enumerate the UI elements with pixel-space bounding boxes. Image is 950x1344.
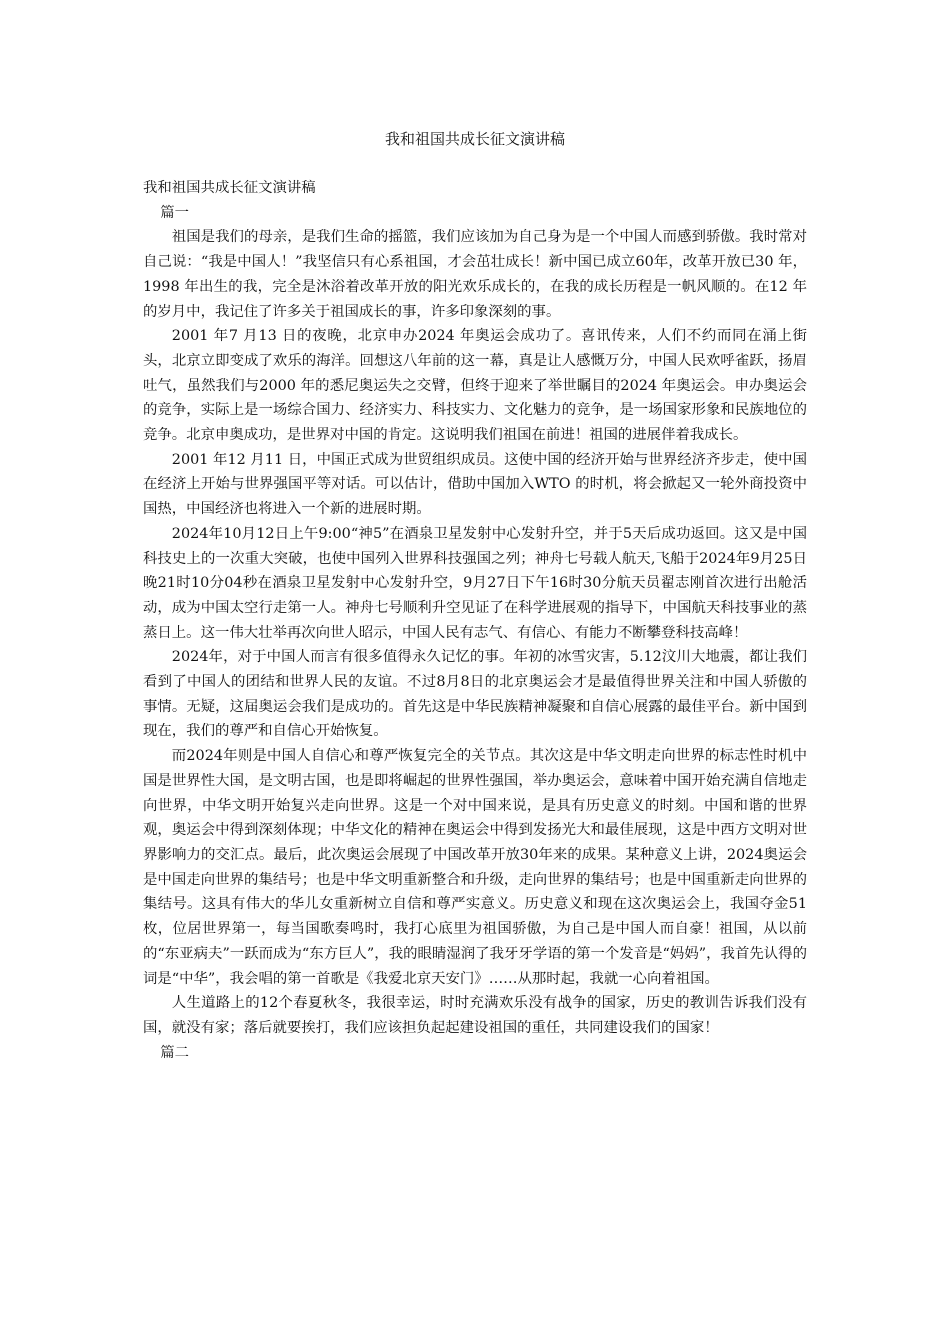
document-title: 我和祖国共成长征文演讲稿 <box>384 130 565 148</box>
paragraph-4: 2024年10月12日上午9:00“神5”在酒泉卫星发射中心发射升空，并于5天后成功返回。这又是中国科技史上的一次重大突破，也使中国列入世界科技强国之列；神舟七号载人航天,飞船于2024年9月25日晚21时10分04秒在酒泉卫星发射中心发射升空，9月27日下午16时30分航天员翟志刚首次进行出舱活动，成为中国太空行走第一人。神舟七号顺利升空见证了在科学进展观的指导下，中国航天科技事业的蒸蒸日上。这一伟大壮举再次向世人昭示，中国人民有志气、有信心、有能力不断攀登科技高峰！ <box>143 525 807 641</box>
paragraph-1: 祖国是我们的母亲，是我们生命的摇篮，我们应该加为自己身为是一个中国人而感到骄傲。我时常对自己说：“我是中国人！”我坚信只有心系祖国，才会茁壮成长！新中国已成立60年，改革开放已30 年，1998 年出生的我，完全是沐浴着改革开放的阳光欢乐成长的，在我的成长历程是一帆风顺的。在12 年的岁月中，我记住了许多关于祖国成长的事，许多印象深刻的事。 <box>143 229 807 320</box>
document-body <box>143 176 807 1065</box>
paragraph-6: 而2024年则是中国人自信心和尊严恢复完全的关节点。其次这是中华文明走向世界的标志性时机中国是世界性大国，是文明古国，也是即将崛起的世界性强国，举办奥运会，意味着中国开始充满自信地走向世界，中华文明开始复兴走向世界。这是一个对中国来说，是具有历史意义的时刻。中国和谐的世界观，奥运会中得到深刻体现；中华文化的精神在奥运会中得到发扬光大和最佳展现，这是中西方文明对世界影响力的交汇点。最后，此次奥运会展现了中国改革开放30年来的成果。某种意义上讲，2024奥运会是中国走向世界的集结号；也是中华文明重新整合和升级，走向世界的集结号；也是中国重新走向世界的集结号。这具有伟大的华儿女重新树立自信和尊严实意义。历史意义和现在这次奥运会上，我国夺金51枚，位居世界第一，每当国歌奏鸣时，我打心底里为祖国骄傲，为自己是中国人而自豪！祖国，从以前的“东亚病夫”一跃而成为“东方巨人”，我的眼睛湿润了我牙牙学语的第一个发音是“妈妈”，我首先认得的词是“中华”，我会唱的第一首歌是《我爱北京天安门》……从那时起，我就一心向着祖国。 <box>143 748 807 987</box>
paragraph-7: 人生道路上的12个春夏秋冬，我很幸运，时时充满欢乐没有战争的国家，历史的教训告诉我们没有国，就没有家；落后就要挨打，我们应该担负起起建设祖国的重任，共同建设我们的国家！ <box>143 995 807 1036</box>
document-subtitle: 我和祖国共成长征文演讲稿 <box>143 180 316 196</box>
paragraph-3: 2001 年12 月11 日，中国正式成为世贸组织成员。这使中国的经济开始与世界经济齐步走，使中国在经济上开始与世界强国平等对话。可以估计，借助中国加入WTO 的时机，将会掀起又一轮外商投资中国热，中国经济也将进入一个新的进展时期。 <box>143 451 807 518</box>
paragraph-5: 2024年，对于中国人而言有很多值得永久记忆的事。年初的冰雪灾害，5.12汶川大地震，都让我们看到了中国人的团结和世界人民的友谊。不过8月8日的北京奥运会才是最值得世界关注和中国人骄傲的事情。无疑，这届奥运会我们是成功的。首先这是中华民族精神凝聚和自信心展露的最佳平台。新中国到现在，我们的尊严和自信心开始恢复。 <box>143 649 807 740</box>
section-label-1: 篇一 <box>160 204 190 221</box>
paragraph-2: 2001 年7 月13 日的夜晚，北京申办2024 年奥运会成功了。喜讯传来，人们不约而同在涌上街头，北京立即变成了欢乐的海洋。回想这八年前的这一幕，真是让人感慨万分，中国人民欢呼雀跃，扬眉吐气，虽然我们与2000 年的悉尼奥运失之交臂，但终于迎来了举世瞩目的2024 年奥运会。申办奥运会的竞争，实际上是一场综合国力、经济实力、科技实力、文化魅力的竞争，是一场国家形象和民族地位的竞争。北京申奥成功，是世界对中国的肯定。这说明我们祖国在前进！祖国的进展伴着我成长。 <box>143 328 807 444</box>
section-label-2: 篇二 <box>160 1044 190 1061</box>
